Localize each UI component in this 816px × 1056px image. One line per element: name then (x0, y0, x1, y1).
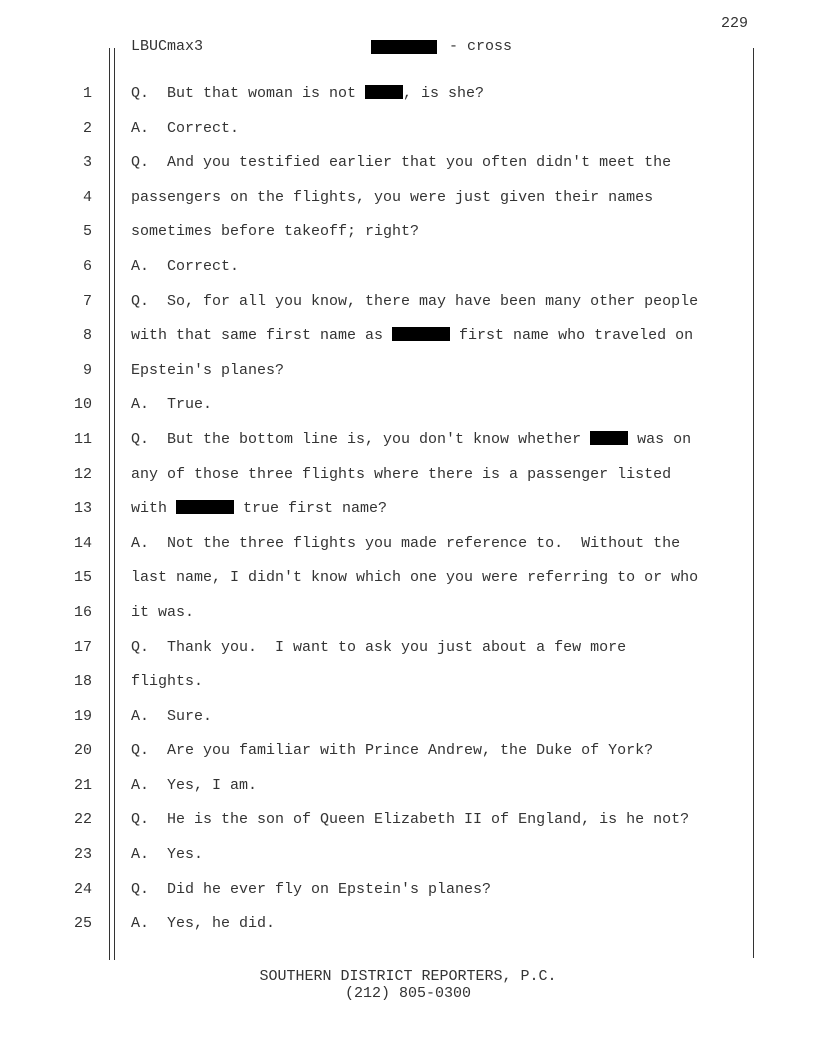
line-number: 15 (73, 569, 92, 587)
line-text (131, 250, 239, 285)
page-number: 229 (720, 15, 748, 32)
line-text-segment: Q. Are you familiar with Prince Andrew, the Duke of York? (131, 742, 654, 760)
line-text (131, 561, 698, 596)
line-number: 1 (82, 85, 92, 102)
line-number: 10 (73, 396, 92, 414)
line-text (131, 665, 203, 700)
transcript-line (0, 803, 816, 838)
line-number: 4 (82, 188, 92, 206)
line-text-segment: , is she? (403, 85, 485, 102)
line-text (131, 354, 284, 389)
transcript-line (0, 146, 816, 181)
footer (0, 968, 816, 1002)
transcript-line (0, 250, 816, 285)
line-text (131, 458, 671, 493)
line-text-segment: true first name? (234, 500, 388, 518)
redaction-bar (365, 85, 403, 99)
transcript-line (0, 838, 816, 873)
transcript-line (0, 700, 816, 735)
witness-header (371, 38, 512, 55)
line-text-segment: Q. So, for all you know, there may have been many other people (131, 292, 699, 310)
line-text-segment: Epstein's planes? (131, 361, 285, 379)
line-text (131, 285, 698, 320)
line-text-segment: Q. Did he ever fly on Epstein's planes? (131, 880, 492, 898)
line-text (131, 388, 212, 423)
line-text (131, 769, 257, 804)
transcript-line (0, 492, 816, 527)
line-number: 21 (73, 776, 92, 794)
line-text-segment: it was. (131, 603, 195, 621)
footer-reporter-name: SOUTHERN DISTRICT REPORTERS, P.C. (259, 968, 557, 985)
redaction-bar (371, 40, 437, 54)
line-text (131, 112, 239, 147)
line-number: 20 (73, 742, 92, 760)
transcript-line (0, 181, 816, 216)
transcript-line (0, 561, 816, 596)
transcript-line (0, 423, 816, 458)
line-text-segment: A. Yes. (131, 846, 204, 864)
line-number: 24 (73, 880, 92, 898)
line-text-segment: A. Correct. (131, 119, 240, 137)
line-number: 25 (73, 915, 92, 933)
line-text (131, 803, 689, 838)
line-text-segment: A. Not the three flights you made reference to. Without the (131, 534, 681, 552)
transcript-line (0, 319, 816, 354)
transcript-line (0, 907, 816, 942)
line-text-segment: passengers on the flights, you were just given their names (131, 188, 654, 206)
redaction-bar (392, 327, 450, 341)
line-text (131, 215, 419, 250)
line-text-segment: any of those three flights where there is a passenger listed (131, 465, 672, 483)
transcript-line (0, 631, 816, 666)
line-number: 17 (73, 638, 92, 656)
line-text (131, 631, 626, 666)
transcript-line (0, 77, 816, 112)
line-text (131, 146, 671, 181)
transcript-line (0, 734, 816, 769)
line-number: 23 (73, 846, 92, 864)
line-number: 11 (73, 430, 92, 448)
transcript-line (0, 215, 816, 250)
footer-phone: (212) 805-0300 (344, 985, 472, 1002)
line-number: 2 (82, 119, 92, 137)
line-text (131, 734, 653, 769)
line-text-segment: Q. He is the son of Queen Elizabeth II of England, is he not? (131, 811, 690, 829)
line-number: 12 (73, 465, 92, 483)
line-text (131, 596, 194, 631)
line-text-segment: A. Sure. (131, 707, 213, 725)
line-number: 7 (82, 292, 92, 310)
line-number: 3 (82, 154, 92, 172)
line-text-segment: flights. (131, 673, 204, 691)
line-text-segment: with (131, 500, 177, 518)
line-text (131, 492, 387, 527)
line-text-segment: Q. But that woman is not (131, 85, 366, 102)
transcript-line (0, 354, 816, 389)
transcript-line (0, 769, 816, 804)
line-text (131, 700, 212, 735)
line-text (131, 181, 653, 216)
transcript-line (0, 458, 816, 493)
line-text-segment: Q. But the bottom line is, you don't know whether (131, 430, 591, 448)
line-number: 9 (82, 361, 92, 379)
line-number: 5 (82, 223, 92, 241)
line-text-segment: A. Correct. (131, 257, 240, 275)
line-text (131, 873, 491, 908)
line-number: 6 (82, 257, 92, 275)
transcript-lines (0, 77, 816, 942)
line-text-segment: sometimes before takeoff; right? (131, 223, 420, 241)
line-number: 16 (73, 603, 92, 621)
redaction-bar (590, 431, 628, 445)
line-number: 22 (73, 811, 92, 829)
case-code: LBUCmax3 (131, 38, 204, 55)
line-text (131, 319, 693, 354)
transcript-line (0, 873, 816, 908)
transcript-line (0, 112, 816, 147)
line-text (131, 838, 203, 873)
line-number: 8 (82, 327, 92, 345)
line-text-segment: last name, I didn't know which one you were referring to or who (131, 569, 699, 587)
transcript-line (0, 527, 816, 562)
line-text-segment: A. Yes, I am. (131, 776, 258, 794)
transcript-line (0, 665, 816, 700)
transcript-line (0, 285, 816, 320)
witness-suffix: - cross (449, 38, 513, 55)
line-text-segment: A. Yes, he did. (131, 915, 276, 933)
line-number: 18 (73, 673, 92, 691)
line-number: 19 (73, 707, 92, 725)
transcript-line (0, 596, 816, 631)
line-text (131, 907, 275, 942)
line-text-segment: A. True. (131, 396, 213, 414)
redaction-bar (176, 500, 234, 514)
line-text (131, 527, 680, 562)
line-number: 13 (73, 500, 92, 518)
line-text-segment: Q. And you testified earlier that you often didn't meet the (131, 154, 672, 172)
line-text-segment: first name who traveled on (450, 327, 694, 345)
line-text-segment: with that same first name as (131, 327, 393, 345)
line-text-segment: was on (628, 430, 692, 448)
line-text (131, 77, 484, 112)
line-text (131, 423, 691, 458)
line-number: 14 (73, 534, 92, 552)
line-text-segment: Q. Thank you. I want to ask you just about a few more (131, 638, 627, 656)
transcript-line (0, 388, 816, 423)
